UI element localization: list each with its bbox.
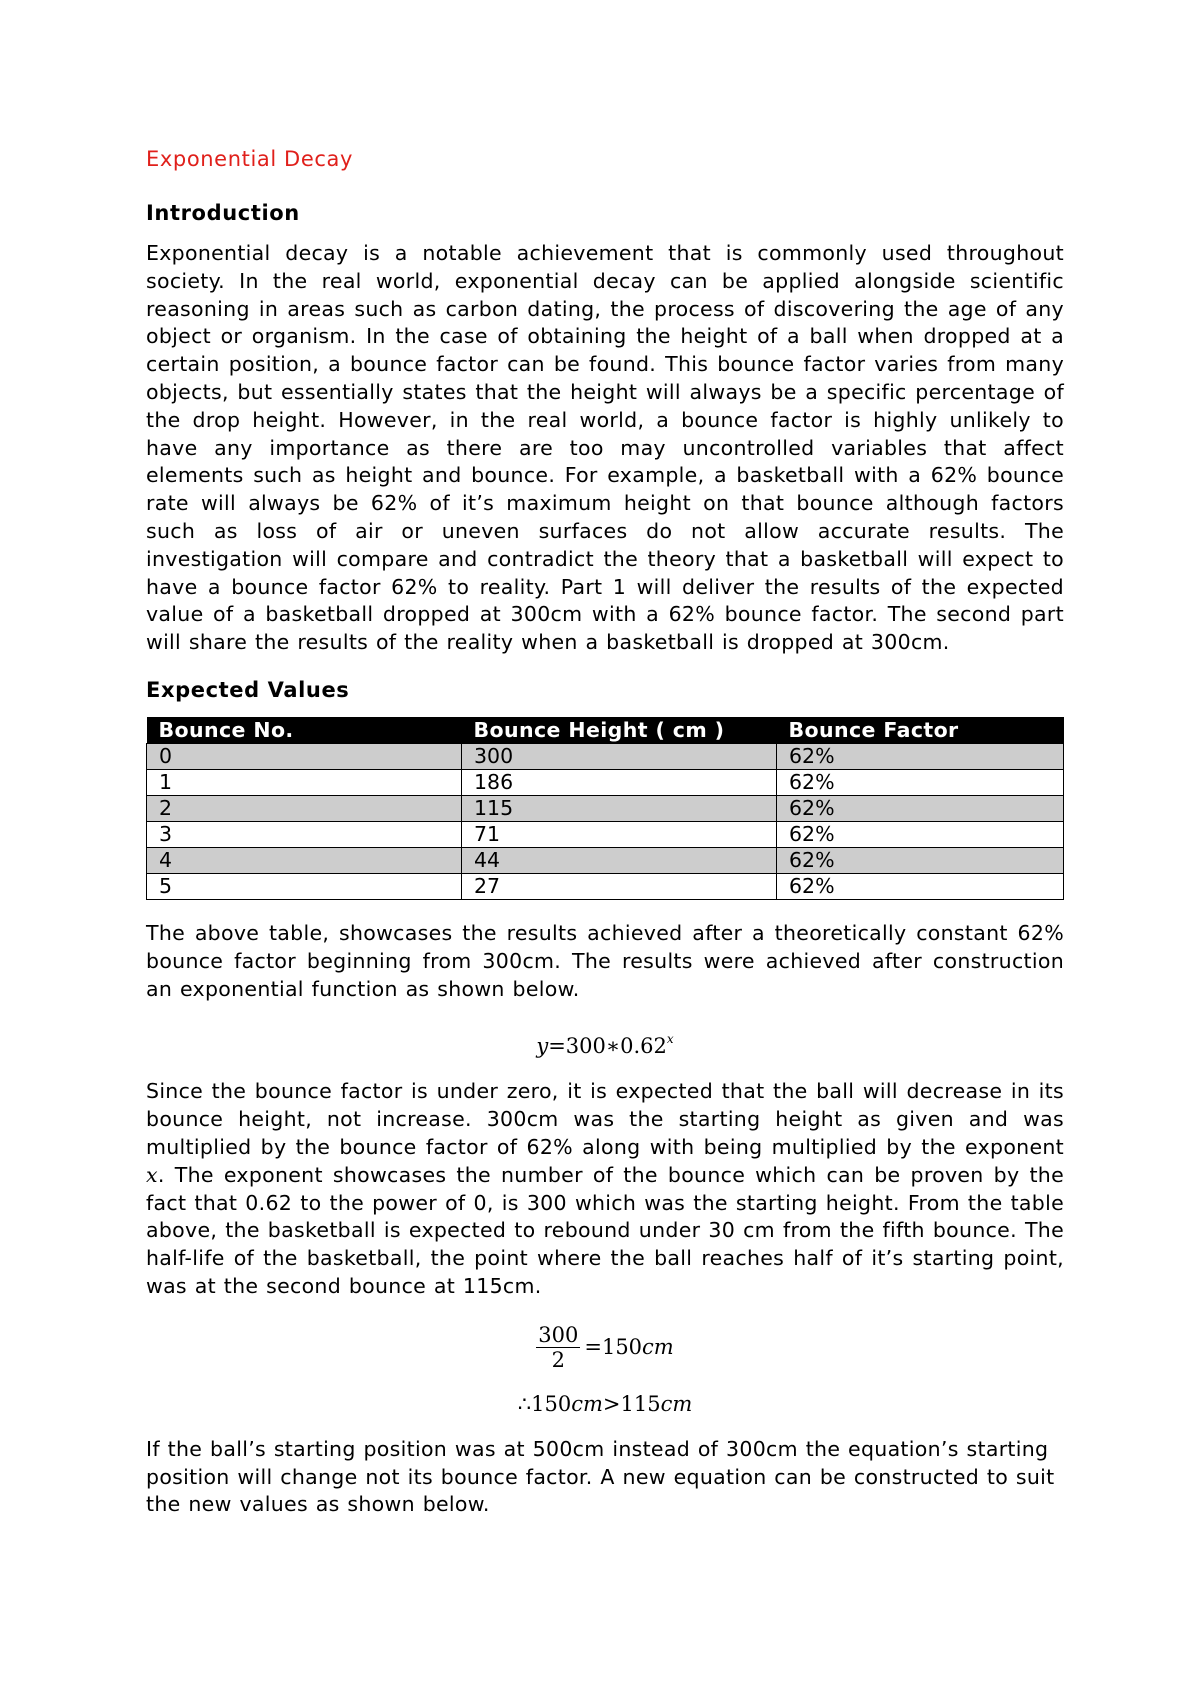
table-cell: 44	[462, 847, 777, 873]
table-cell: 115	[462, 795, 777, 821]
half-life-equation	[146, 1323, 1064, 1372]
comparison-left-unit: cm	[571, 1391, 603, 1416]
table-cell: 62%	[777, 821, 1064, 847]
table-cell: 0	[147, 743, 462, 769]
comparison-right-value: 115	[620, 1391, 661, 1416]
explanation-text-start: Since the bounce factor is under zero, it is expected that the ball will decrease in its bounce height, not increase. 300cm was the starting height as given and was multiplied by the bounce factor of 62% along with being multiplied by the exponent	[146, 1079, 1064, 1159]
column-header-bounce-no: Bounce No.	[147, 717, 462, 744]
table-cell: 27	[462, 873, 777, 899]
introduction-paragraph: Exponential decay is a notable achievement that is commonly used throughout society. In the real world, exponential decay can be applied alongside scientific reasoning in areas such as carbon dating, the process of discovering the age of any object or organism. In the case of obtaining the height of a ball when dropped at a certain position, a bounce factor can be found. This bounce factor varies from many objects, but essentially states that the height will always be a specific percentage of the drop height. However, in the real world, a bounce factor is highly unlikely to have any importance as there are too may uncontrolled variables that affect elements such as height and bounce. For example, a basketball with a 62% bounce rate will always be 62% of it’s maximum height on that bounce although factors such as loss of air or uneven surfaces do not allow accurate results. The investigation will compare and contradict the theory that a basketball will expect to have a bounce factor 62% to reality. Part 1 will deliver the results of the expected value of a basketball dropped at 300cm with a 62% bounce factor. The second part will share the results of the reality when a basketball is dropped at 300cm.	[146, 241, 1064, 655]
table-cell: 62%	[777, 873, 1064, 899]
equation-rhs: =300∗0.62	[548, 1034, 667, 1059]
document-content	[146, 138, 1064, 1519]
table-row	[147, 821, 1064, 847]
table-cell: 300	[462, 743, 777, 769]
fraction	[536, 1323, 580, 1372]
table-cell: 62%	[777, 795, 1064, 821]
column-header-bounce-factor: Bounce Factor	[777, 717, 1064, 744]
table-cell: 1	[147, 769, 462, 795]
table-row	[147, 847, 1064, 873]
fraction-denominator: 2	[551, 1347, 565, 1372]
document-title: Exponential Decay	[146, 147, 353, 171]
fraction-result: =150	[584, 1335, 643, 1360]
comparison-right-unit: cm	[660, 1391, 693, 1416]
table-cell: 2	[147, 795, 462, 821]
table-cell: 186	[462, 769, 777, 795]
equation-exponent: x	[666, 1032, 674, 1047]
exponential-equation	[146, 1021, 1064, 1064]
table-cell: 62%	[777, 769, 1064, 795]
equation-lhs: y	[536, 1034, 549, 1059]
table-cell: 62%	[777, 743, 1064, 769]
fraction-numerator: 300	[538, 1322, 579, 1347]
comparison-left-value: 150	[531, 1391, 572, 1416]
table-row	[147, 769, 1064, 795]
table-cell: 3	[147, 821, 462, 847]
expected-values-heading: Expected Values	[146, 677, 350, 702]
therefore-symbol: ∴	[517, 1391, 532, 1416]
table-cell: 4	[147, 847, 462, 873]
table-cell: 5	[147, 873, 462, 899]
introduction-heading: Introduction	[146, 201, 300, 225]
table-row	[147, 743, 1064, 769]
table-cell: 71	[462, 821, 777, 847]
comparison-equation	[146, 1386, 1064, 1422]
explanation-text-end: . The exponent showcases the number of the bounce which can be proven by the fact that 0.62 to the power of 0, is 300 which was the starting height. From the table above, the basketball is expected to rebound under 30 cm from the fifth bounce. The half-life of the basketball, the point where the ball reaches half of it’s starting point, was at the second bounce at 115cm.	[146, 1162, 1064, 1298]
table-header-row	[147, 717, 1064, 744]
fraction-unit: cm	[642, 1335, 674, 1360]
table-row	[147, 795, 1064, 821]
new-equation-paragraph: If the ball’s starting position was at 500cm instead of 300cm the equation’s starting position will change not its bounce factor. A new equation can be constructed to suit the new values as shown below.	[146, 1436, 1055, 1517]
column-header-bounce-height: Bounce Height ( cm )	[462, 717, 777, 744]
table-row	[147, 873, 1064, 899]
expected-values-table	[146, 717, 1064, 900]
exponent-variable: x	[146, 1162, 158, 1187]
comparison-operator: >	[602, 1391, 621, 1416]
table-description-paragraph: The above table, showcases the results achieved after a theoretically constant 62% bounce factor beginning from 300cm. The results were achieved after construction an exponential function as shown below.	[146, 920, 1064, 1001]
explanation-paragraph	[146, 1078, 1064, 1300]
table-cell: 62%	[777, 847, 1064, 873]
